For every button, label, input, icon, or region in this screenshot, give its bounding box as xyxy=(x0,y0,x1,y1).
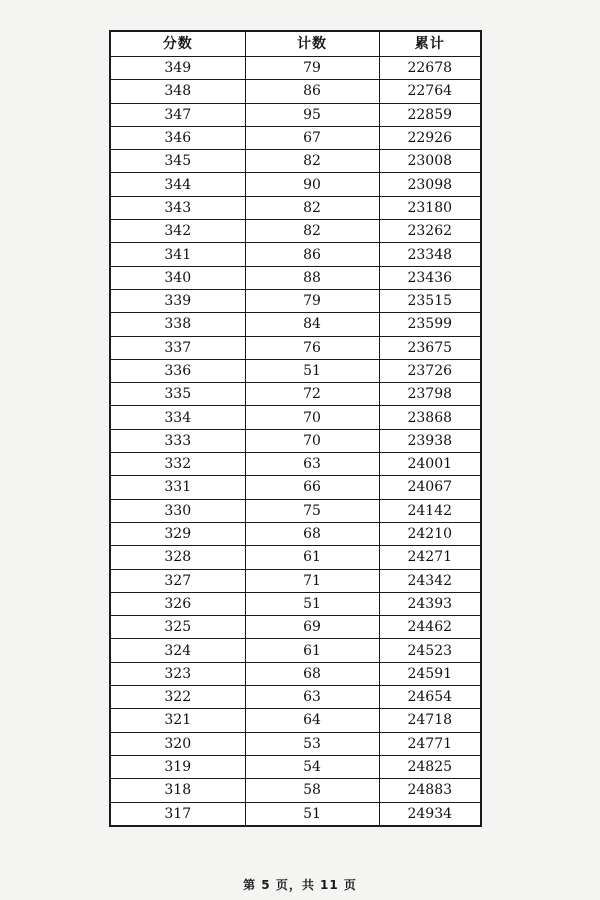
score-cell: 335 xyxy=(110,383,245,406)
count-cell: 75 xyxy=(245,499,379,522)
score-cell: 318 xyxy=(110,779,245,802)
score-cell: 331 xyxy=(110,476,245,499)
cumulative-cell: 23515 xyxy=(379,289,481,312)
score-distribution-table xyxy=(109,30,482,827)
count-cell: 71 xyxy=(245,569,379,592)
table-row xyxy=(110,616,481,639)
table-row xyxy=(110,359,481,382)
cumulative-cell: 22859 xyxy=(379,103,481,126)
table-row xyxy=(110,103,481,126)
cumulative-cell: 24718 xyxy=(379,709,481,732)
count-cell: 76 xyxy=(245,336,379,359)
count-cell: 53 xyxy=(245,732,379,755)
cumulative-cell: 24142 xyxy=(379,499,481,522)
table-row xyxy=(110,429,481,452)
count-cell: 70 xyxy=(245,406,379,429)
cumulative-cell: 23726 xyxy=(379,359,481,382)
score-cell: 344 xyxy=(110,173,245,196)
score-cell: 323 xyxy=(110,662,245,685)
cumulative-cell: 24654 xyxy=(379,686,481,709)
score-cell: 332 xyxy=(110,453,245,476)
score-cell: 347 xyxy=(110,103,245,126)
cumulative-cell: 24001 xyxy=(379,453,481,476)
score-cell: 319 xyxy=(110,755,245,778)
count-cell: 61 xyxy=(245,546,379,569)
count-cell: 72 xyxy=(245,383,379,406)
cumulative-cell: 22678 xyxy=(379,57,481,80)
score-cell: 325 xyxy=(110,616,245,639)
table-row xyxy=(110,779,481,802)
header-cumulative: 累计 xyxy=(379,31,481,57)
cumulative-cell: 24271 xyxy=(379,546,481,569)
score-cell: 348 xyxy=(110,80,245,103)
table-row xyxy=(110,453,481,476)
table-row xyxy=(110,196,481,219)
score-cell: 337 xyxy=(110,336,245,359)
count-cell: 67 xyxy=(245,126,379,149)
table-row xyxy=(110,569,481,592)
score-cell: 329 xyxy=(110,522,245,545)
score-cell: 322 xyxy=(110,686,245,709)
count-cell: 88 xyxy=(245,266,379,289)
table-row xyxy=(110,662,481,685)
table-row xyxy=(110,243,481,266)
cumulative-cell: 23675 xyxy=(379,336,481,359)
score-cell: 327 xyxy=(110,569,245,592)
table-row xyxy=(110,546,481,569)
count-cell: 82 xyxy=(245,150,379,173)
table-row xyxy=(110,522,481,545)
count-cell: 79 xyxy=(245,57,379,80)
cumulative-cell: 24934 xyxy=(379,802,481,826)
page-number-footer: 第 5 页，共 11 页 xyxy=(243,878,357,892)
cumulative-cell: 24883 xyxy=(379,779,481,802)
score-cell: 341 xyxy=(110,243,245,266)
count-cell: 54 xyxy=(245,755,379,778)
cumulative-cell: 23348 xyxy=(379,243,481,266)
table-row xyxy=(110,709,481,732)
table-row xyxy=(110,639,481,662)
score-cell: 336 xyxy=(110,359,245,382)
cumulative-cell: 23868 xyxy=(379,406,481,429)
cumulative-cell: 22764 xyxy=(379,80,481,103)
score-cell: 340 xyxy=(110,266,245,289)
count-cell: 82 xyxy=(245,220,379,243)
cumulative-cell: 24342 xyxy=(379,569,481,592)
score-cell: 333 xyxy=(110,429,245,452)
table-row xyxy=(110,220,481,243)
table-row xyxy=(110,150,481,173)
cumulative-cell: 23599 xyxy=(379,313,481,336)
table-row xyxy=(110,686,481,709)
table-row xyxy=(110,732,481,755)
count-cell: 58 xyxy=(245,779,379,802)
count-cell: 68 xyxy=(245,662,379,685)
table-row xyxy=(110,289,481,312)
count-cell: 82 xyxy=(245,196,379,219)
table-row xyxy=(110,266,481,289)
score-cell: 317 xyxy=(110,802,245,826)
count-cell: 86 xyxy=(245,80,379,103)
header-score: 分数 xyxy=(110,31,245,57)
cumulative-cell: 23938 xyxy=(379,429,481,452)
table-row xyxy=(110,406,481,429)
count-cell: 63 xyxy=(245,453,379,476)
table-row xyxy=(110,313,481,336)
count-cell: 84 xyxy=(245,313,379,336)
cumulative-cell: 24825 xyxy=(379,755,481,778)
score-cell: 321 xyxy=(110,709,245,732)
cumulative-cell: 24591 xyxy=(379,662,481,685)
count-cell: 66 xyxy=(245,476,379,499)
table-body xyxy=(110,57,481,826)
count-cell: 68 xyxy=(245,522,379,545)
cumulative-cell: 24210 xyxy=(379,522,481,545)
cumulative-cell: 24523 xyxy=(379,639,481,662)
count-cell: 79 xyxy=(245,289,379,312)
table-row xyxy=(110,57,481,80)
cumulative-cell: 24067 xyxy=(379,476,481,499)
count-cell: 86 xyxy=(245,243,379,266)
table-row xyxy=(110,126,481,149)
cumulative-cell: 24462 xyxy=(379,616,481,639)
score-cell: 320 xyxy=(110,732,245,755)
count-cell: 51 xyxy=(245,592,379,615)
cumulative-cell: 23008 xyxy=(379,150,481,173)
table-row xyxy=(110,499,481,522)
score-cell: 338 xyxy=(110,313,245,336)
cumulative-cell: 23180 xyxy=(379,196,481,219)
count-cell: 51 xyxy=(245,802,379,826)
cumulative-cell: 23436 xyxy=(379,266,481,289)
score-cell: 326 xyxy=(110,592,245,615)
score-cell: 342 xyxy=(110,220,245,243)
cumulative-cell: 23262 xyxy=(379,220,481,243)
score-cell: 343 xyxy=(110,196,245,219)
table-row xyxy=(110,336,481,359)
score-cell: 349 xyxy=(110,57,245,80)
header-count: 计数 xyxy=(245,31,379,57)
score-cell: 334 xyxy=(110,406,245,429)
score-cell: 346 xyxy=(110,126,245,149)
table-row xyxy=(110,476,481,499)
table-row xyxy=(110,755,481,778)
cumulative-cell: 22926 xyxy=(379,126,481,149)
count-cell: 63 xyxy=(245,686,379,709)
table-row xyxy=(110,80,481,103)
table-header xyxy=(110,31,481,57)
count-cell: 90 xyxy=(245,173,379,196)
score-cell: 324 xyxy=(110,639,245,662)
count-cell: 69 xyxy=(245,616,379,639)
cumulative-cell: 23798 xyxy=(379,383,481,406)
count-cell: 70 xyxy=(245,429,379,452)
score-cell: 345 xyxy=(110,150,245,173)
score-cell: 330 xyxy=(110,499,245,522)
cumulative-cell: 24393 xyxy=(379,592,481,615)
cumulative-cell: 23098 xyxy=(379,173,481,196)
header-row xyxy=(110,31,481,57)
cumulative-cell: 24771 xyxy=(379,732,481,755)
count-cell: 64 xyxy=(245,709,379,732)
score-cell: 339 xyxy=(110,289,245,312)
score-cell: 328 xyxy=(110,546,245,569)
count-cell: 51 xyxy=(245,359,379,382)
table-row xyxy=(110,173,481,196)
count-cell: 61 xyxy=(245,639,379,662)
count-cell: 95 xyxy=(245,103,379,126)
table-row xyxy=(110,592,481,615)
table-row xyxy=(110,383,481,406)
table-row xyxy=(110,802,481,826)
